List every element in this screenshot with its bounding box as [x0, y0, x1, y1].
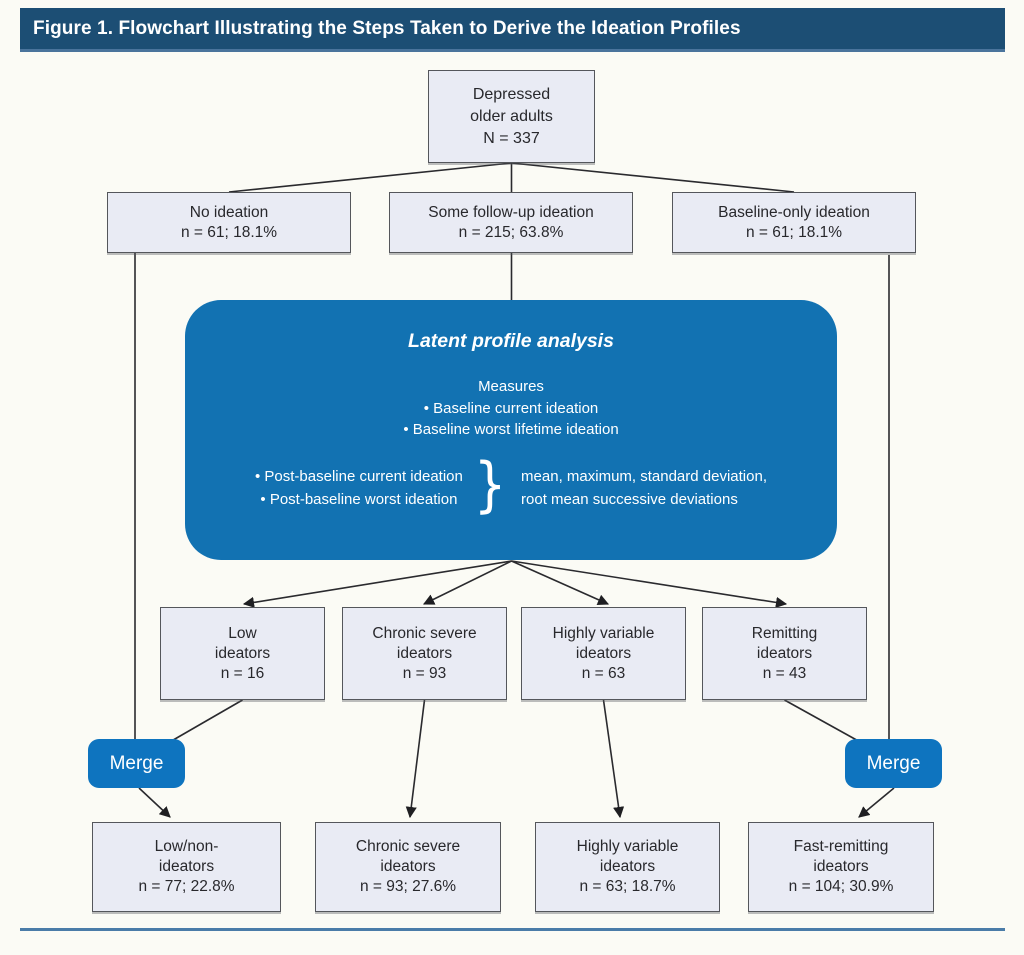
- lpa-stats-text: [521, 465, 767, 511]
- node-line: No ideation: [189, 203, 269, 221]
- node-line: n = 93; 27.6%: [359, 878, 457, 895]
- edge-merge-right-to-fast-remitting: [859, 788, 894, 817]
- node-no-ideation: [107, 192, 351, 253]
- edge-lpa-to-remitting: [512, 561, 787, 604]
- edge-remitting-to-merge-right: [785, 700, 863, 743]
- edge-root-to-baseline-only: [512, 163, 795, 192]
- node-line: n = 104; 30.9%: [788, 878, 894, 895]
- node-line: Depressed: [472, 85, 551, 103]
- lpa-postbaseline-row: [185, 449, 837, 520]
- lpa-measures-label: Measures: [478, 378, 544, 395]
- lpa-measures-block: [185, 376, 837, 441]
- node-line: Highly variable: [552, 624, 655, 642]
- node-remitting-ideators: [702, 607, 867, 700]
- lpa-bullet: • Baseline current ideation: [423, 399, 599, 417]
- lpa-stats-line: root mean successive deviations: [521, 490, 738, 508]
- lpa-title: Latent profile analysis: [408, 330, 614, 352]
- node-line: older adults: [470, 107, 553, 125]
- edge-merge-left-to-low-non: [139, 788, 170, 817]
- node-line: n = 93: [402, 664, 447, 682]
- merge-label: Merge: [866, 752, 921, 774]
- merge-label: Merge: [109, 752, 164, 774]
- node-line: n = 215; 63.8%: [458, 223, 564, 241]
- node-line: ideators: [380, 858, 436, 875]
- lpa-bullet: • Baseline worst lifetime ideation: [403, 421, 619, 438]
- node-line: n = 77; 22.8%: [138, 878, 235, 895]
- lpa-postbaseline-bullets: [255, 465, 463, 511]
- edge-root-to-no-ideation: [229, 163, 512, 192]
- node-some-followup-ideation: [389, 192, 633, 253]
- lpa-stats-line: mean, maximum, standard deviation,: [521, 467, 767, 485]
- node-line: ideators: [214, 644, 271, 662]
- node-line: n = 63: [581, 664, 626, 682]
- node-line: ideators: [756, 644, 813, 662]
- edge-lpa-to-low-ideators: [244, 561, 512, 604]
- node-line: Fast-remitting: [793, 838, 889, 855]
- node-line: n = 63; 18.7%: [579, 878, 676, 895]
- lpa-bullet: • Post-baseline current ideation: [254, 467, 463, 485]
- node-low-ideators: [160, 607, 325, 700]
- edge-low-ideators-to-merge-left: [168, 700, 243, 743]
- node-line: n = 61; 18.1%: [745, 223, 843, 241]
- lpa-bullet: • Post-baseline worst ideation: [260, 490, 458, 508]
- node-line: ideators: [813, 858, 869, 875]
- node-highly-variable-ideators: [521, 607, 686, 700]
- bottom-rule: [20, 928, 1005, 931]
- node-low-non-ideators: [92, 822, 281, 912]
- node-line: Some follow-up ideation: [428, 203, 594, 221]
- node-baseline-only-ideation: [672, 192, 916, 253]
- node-depressed-older-adults: [428, 70, 595, 163]
- node-line: ideators: [396, 644, 453, 662]
- node-line: N = 337: [483, 129, 540, 147]
- node-line: n = 61; 18.1%: [180, 223, 278, 241]
- edge-highly-variable-to-final: [604, 700, 621, 817]
- node-line: Remitting: [751, 624, 818, 642]
- node-line: Highly variable: [576, 838, 679, 855]
- node-line: Low/non-: [154, 838, 219, 855]
- node-line: Baseline-only ideation: [718, 203, 870, 221]
- node-line: ideators: [575, 644, 632, 662]
- node-line: Chronic severe: [372, 624, 477, 642]
- node-line: ideators: [599, 858, 656, 875]
- node-line: Low: [228, 624, 257, 642]
- edge-chronic-severe-to-final: [410, 700, 425, 817]
- node-highly-variable-final: [535, 822, 720, 912]
- node-line: Chronic severe: [355, 838, 461, 855]
- merge-badge-left: [88, 739, 185, 788]
- node-chronic-severe-ideators: [342, 607, 507, 700]
- node-line: n = 43: [762, 664, 807, 682]
- edge-lpa-to-highly-variable: [512, 561, 609, 604]
- figure-title: Figure 1. Flowchart Illustrating the Steps Taken to Derive the Ideation Profiles: [33, 17, 741, 39]
- node-line: ideators: [158, 858, 215, 875]
- merge-badge-right: [845, 739, 942, 788]
- brace-glyph: }: [473, 449, 507, 520]
- node-chronic-severe-final: [315, 822, 501, 912]
- node-fast-remitting-ideators: [748, 822, 934, 912]
- node-line: n = 16: [220, 664, 265, 682]
- latent-profile-analysis-panel: [185, 300, 837, 560]
